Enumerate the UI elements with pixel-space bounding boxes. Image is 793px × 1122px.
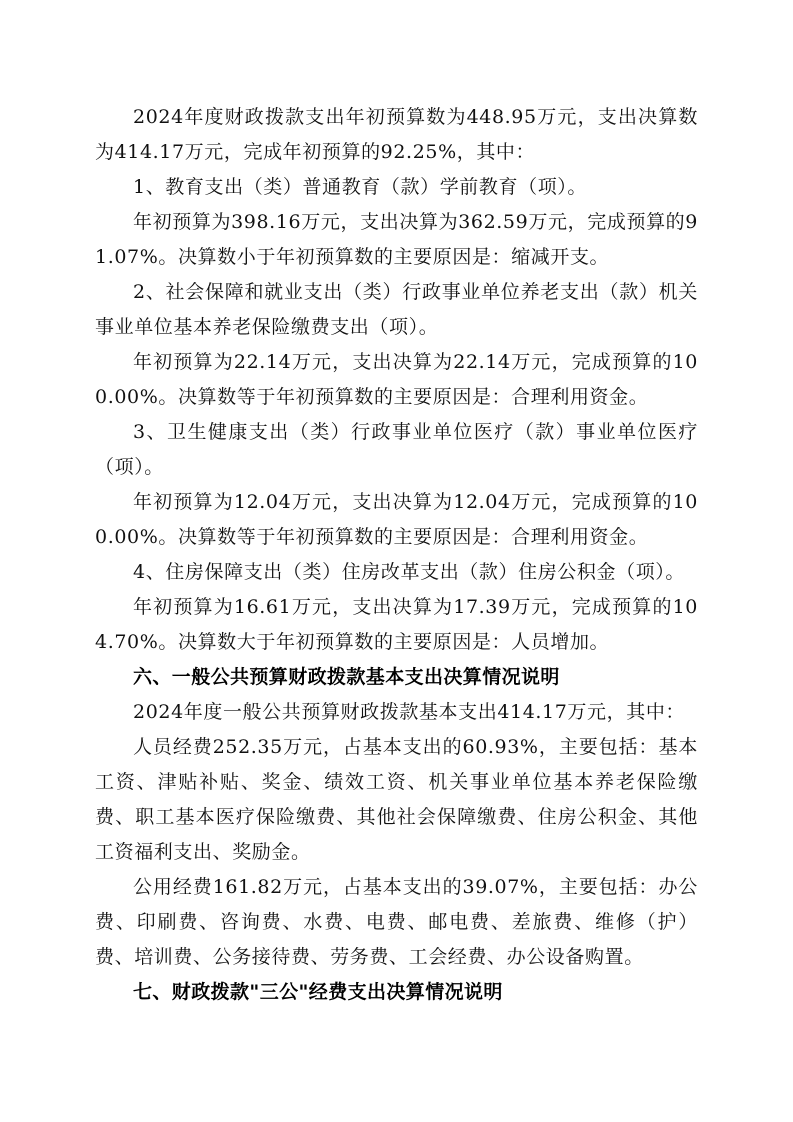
section-7-heading: 七、财政拨款"三公"经费支出决算情况说明 <box>133 981 503 1003</box>
item-1-title: 1、教育支出（类）普通教育（款）学前教育（项）。 <box>133 176 587 198</box>
personnel-expenses-paragraph: 人员经费252.35万元，占基本支出的60.93%，主要包括：基本工资、津贴补贴、奖金、绩效工资、机关事业单位基本养老保险缴费、职工基本医疗保险缴费、其他社会保障缴费、住房公积金、其他工资福利支出、奖励金。 <box>95 736 698 863</box>
item-4-detail: 年初预算为16.61万元，支出决算为17.39万元，完成预算的104.70%。决算数大于年初预算数的主要原因是：人员增加。 <box>95 596 698 653</box>
budget-summary-paragraph: 2024年度财政拨款支出年初预算数为448.95万元，支出决算数为414.17万元，完成年初预算的92.25%，其中： <box>95 106 698 163</box>
item-3-title: 3、卫生健康支出（类）行政事业单位医疗（款）事业单位医疗（项）。 <box>95 421 698 478</box>
section-6-heading: 六、一般公共预算财政拨款基本支出决算情况说明 <box>133 666 560 688</box>
public-expenses-paragraph: 公用经费161.82万元，占基本支出的39.07%，主要包括：办公费、印刷费、咨询费、水费、电费、邮电费、差旅费、维修（护）费、培训费、公务接待费、劳务费、工会经费、办公设备购置。 <box>95 876 698 968</box>
item-2-title: 2、社会保障和就业支出（类）行政事业单位养老支出（款）机关事业单位基本养老保险缴费支出（项）。 <box>95 281 698 338</box>
item-2-detail: 年初预算为22.14万元，支出决算为22.14万元，完成预算的100.00%。决算数等于年初预算数的主要原因是：合理利用资金。 <box>95 351 698 408</box>
item-4-title: 4、住房保障支出（类）住房改革支出（款）住房公积金（项）。 <box>133 561 685 583</box>
item-3-detail: 年初预算为12.04万元，支出决算为12.04万元，完成预算的100.00%。决算数等于年初预算数的主要原因是：合理利用资金。 <box>95 491 698 548</box>
section-6-summary: 2024年度一般公共预算财政拨款基本支出414.17万元，其中： <box>133 701 686 723</box>
document-body <box>95 100 698 1010</box>
item-1-detail: 年初预算为398.16万元，支出决算为362.59万元，完成预算的91.07%。决算数小于年初预算数的主要原因是：缩减开支。 <box>95 211 698 268</box>
